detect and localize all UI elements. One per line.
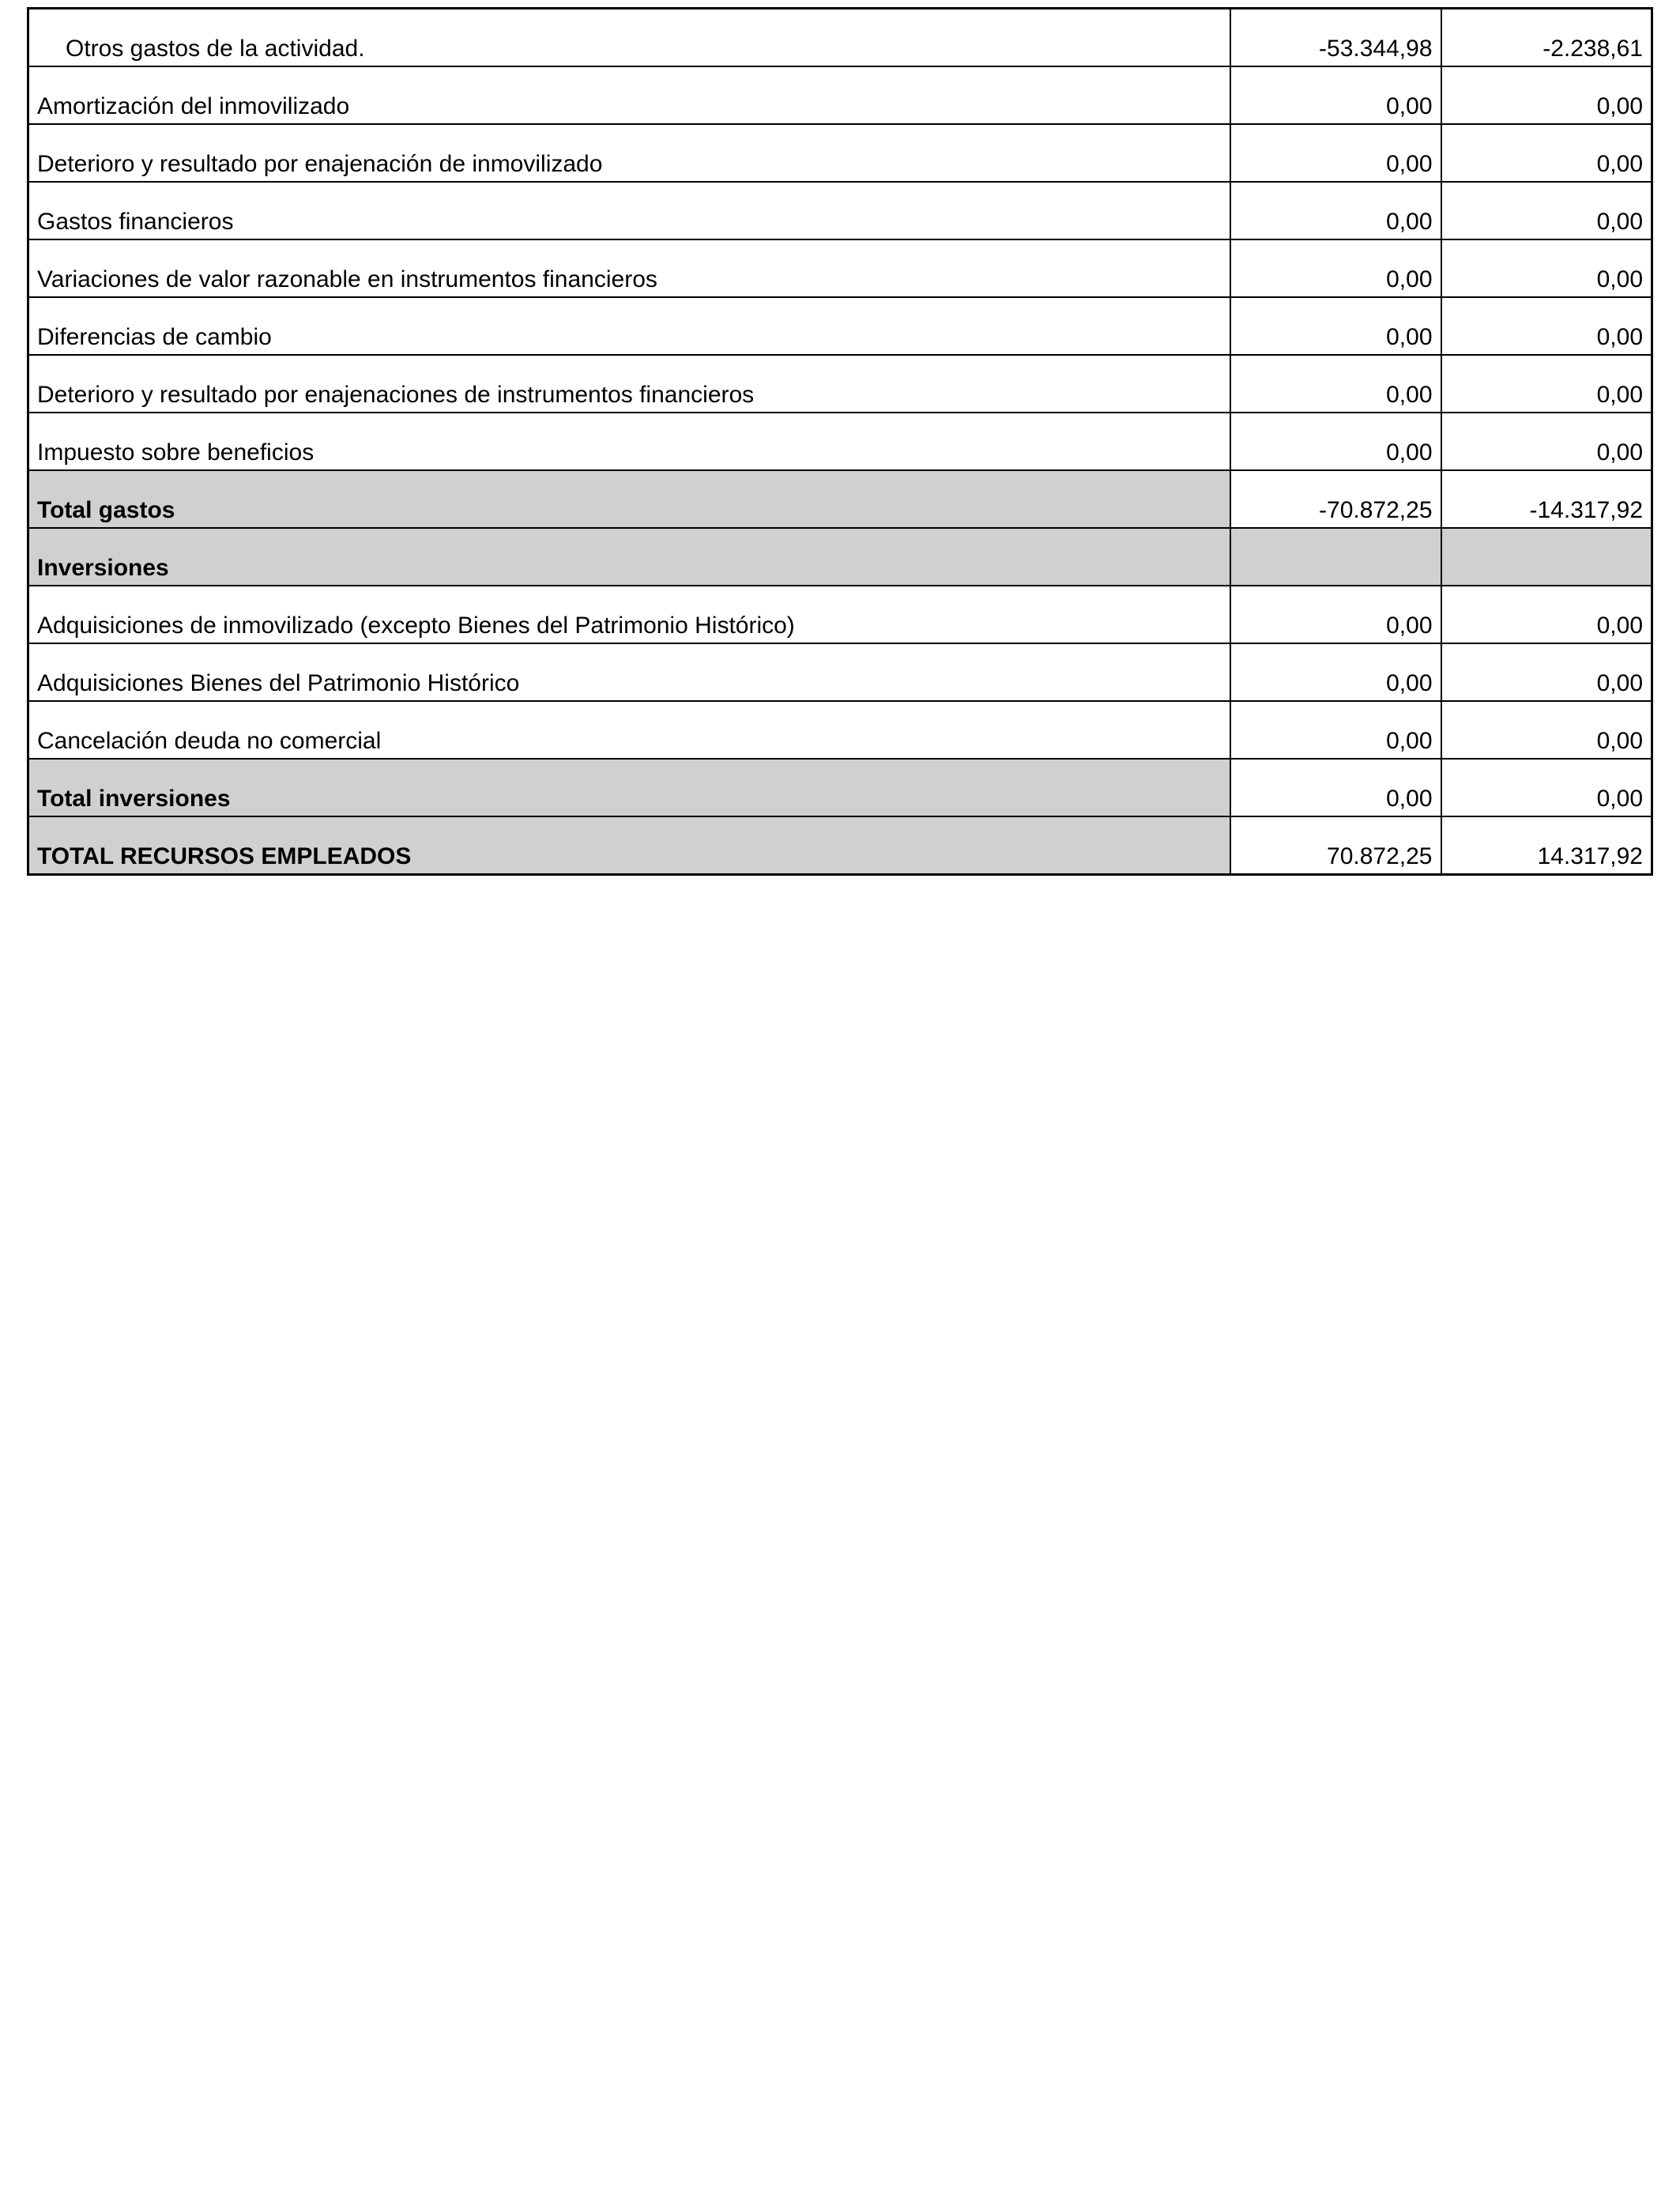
row-value-col2: 0,00 — [1441, 413, 1652, 470]
table-row — [28, 586, 1652, 643]
row-value-col1: 0,00 — [1230, 643, 1441, 701]
row-label: Cancelación deuda no comercial — [28, 701, 1230, 759]
section-empty-col1 — [1230, 528, 1441, 586]
row-value-col2: 0,00 — [1441, 124, 1652, 182]
total-row-gastos — [28, 470, 1652, 528]
row-value-col2: 0,00 — [1441, 355, 1652, 413]
row-label: Otros gastos de la actividad. — [28, 9, 1230, 67]
section-header-inversiones — [28, 528, 1652, 586]
row-label: Impuesto sobre beneficios — [28, 413, 1230, 470]
row-label: Deterioro y resultado por enajenación de inmovilizado — [28, 124, 1230, 182]
row-value-col1: 0,00 — [1230, 124, 1441, 182]
row-value-col1: 0,00 — [1230, 297, 1441, 355]
table-row — [28, 239, 1652, 297]
total-label: Total gastos — [28, 470, 1230, 528]
table-row — [28, 66, 1652, 124]
total-row-inversiones — [28, 759, 1652, 816]
row-value-col1: 0,00 — [1230, 586, 1441, 643]
table-row — [28, 124, 1652, 182]
row-value-col1: 0,00 — [1230, 239, 1441, 297]
table-row — [28, 413, 1652, 470]
table-row — [28, 701, 1652, 759]
row-value-col2: -2.238,61 — [1441, 9, 1652, 67]
row-value-col1: 0,00 — [1230, 413, 1441, 470]
row-value-col2: 0,00 — [1441, 66, 1652, 124]
row-value-col2: 0,00 — [1441, 701, 1652, 759]
total-value-col1: 0,00 — [1230, 759, 1441, 816]
table-row — [28, 355, 1652, 413]
grand-total-row — [28, 816, 1652, 875]
row-label: Variaciones de valor razonable en instrumentos financieros — [28, 239, 1230, 297]
row-label: Diferencias de cambio — [28, 297, 1230, 355]
row-value-col2: 0,00 — [1441, 643, 1652, 701]
row-value-col1: 0,00 — [1230, 355, 1441, 413]
row-label: Amortización del inmovilizado — [28, 66, 1230, 124]
row-label: Deterioro y resultado por enajenaciones de instrumentos financieros — [28, 355, 1230, 413]
table-row — [28, 182, 1652, 239]
row-value-col1: 0,00 — [1230, 182, 1441, 239]
grand-total-value-col2: 14.317,92 — [1441, 816, 1652, 875]
total-value-col1: -70.872,25 — [1230, 470, 1441, 528]
row-value-col1: 0,00 — [1230, 66, 1441, 124]
row-value-col1: 0,00 — [1230, 701, 1441, 759]
table-row — [28, 9, 1652, 67]
table-row — [28, 643, 1652, 701]
resources-used-table — [27, 7, 1653, 876]
section-empty-col2 — [1441, 528, 1652, 586]
row-value-col2: 0,00 — [1441, 586, 1652, 643]
total-label: Total inversiones — [28, 759, 1230, 816]
row-value-col2: 0,00 — [1441, 239, 1652, 297]
total-value-col2: -14.317,92 — [1441, 470, 1652, 528]
row-value-col2: 0,00 — [1441, 182, 1652, 239]
grand-total-value-col1: 70.872,25 — [1230, 816, 1441, 875]
row-value-col1: -53.344,98 — [1230, 9, 1441, 67]
row-label: Gastos financieros — [28, 182, 1230, 239]
section-label: Inversiones — [28, 528, 1230, 586]
grand-total-label: TOTAL RECURSOS EMPLEADOS — [28, 816, 1230, 875]
table-row — [28, 297, 1652, 355]
row-label: Adquisiciones de inmovilizado (excepto Bienes del Patrimonio Histórico) — [28, 586, 1230, 643]
row-value-col2: 0,00 — [1441, 297, 1652, 355]
total-value-col2: 0,00 — [1441, 759, 1652, 816]
row-label: Adquisiciones Bienes del Patrimonio Histórico — [28, 643, 1230, 701]
